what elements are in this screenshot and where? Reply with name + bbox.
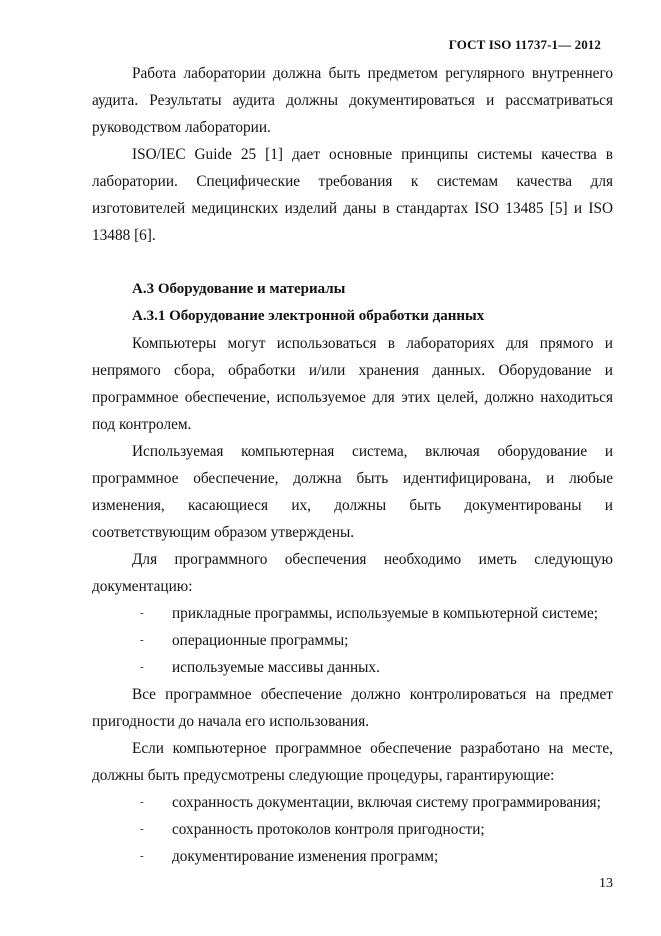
bullet-dash: - <box>140 661 144 673</box>
list-item <box>92 600 613 627</box>
bullet-dash: - <box>140 634 144 646</box>
paragraph-software-control: Все программное обеспечение должно контролироваться на предмет пригодности до начала его использования. <box>92 686 613 730</box>
list-item-text: сохранность протоколов контроля пригодности; <box>172 821 485 838</box>
list-item-text: прикладные программы, используемые в компьютерной системе; <box>172 605 599 622</box>
bullet-dash: - <box>140 823 144 835</box>
list-item-text: сохранность документации, включая систему программирования; <box>172 794 601 811</box>
list-item <box>92 627 613 654</box>
subsection-heading-a31: А.3.1 Оборудование электронной обработки данных <box>132 308 485 324</box>
list-item-text: используемые массивы данных. <box>172 659 380 676</box>
paragraph-iso-guide: ISO/IEC Guide 25 [1] дает основные принципы системы качества в лаборатории. Специфические требования к системам качества для изготовителей медицинских изделий даны в стандартах ISO 13485 [5] и ISO 13488 [6]. <box>92 146 613 244</box>
procedures-list <box>92 789 613 870</box>
software-documentation-list <box>92 600 613 681</box>
paragraph-software-docs: Для программного обеспечения необходимо иметь следующую документацию: <box>92 551 613 595</box>
section-heading-a3: А.3 Оборудование и материалы <box>132 281 346 297</box>
paragraph-internal-audit: Работа лаборатории должна быть предметом регулярного внутреннего аудита. Результаты аудита должны документироваться и рассматриваться руководством лаборатории. <box>92 65 613 136</box>
list-item <box>92 843 613 870</box>
list-item <box>92 789 613 816</box>
list-item <box>92 816 613 843</box>
list-item-text: документирование изменения программ; <box>172 848 439 865</box>
bullet-dash: - <box>140 796 144 808</box>
paragraph-local-software: Если компьютерное программное обеспечение разработано на месте, должны быть предусмотрены следующие процедуры, гарантирующие: <box>92 740 613 784</box>
document-body <box>92 60 613 870</box>
list-item <box>92 654 613 681</box>
bullet-dash: - <box>140 850 144 862</box>
paragraph-computers: Компьютеры могут использоваться в лабораториях для прямого и непрямого сбора, обработки и/или хранения данных. Оборудование и программное обеспечение, используемое для этих целей, должно находиться под контролем. <box>92 335 613 433</box>
document-header: ГОСТ ISO 11737-1— 2012 <box>448 37 601 52</box>
bullet-dash: - <box>140 607 144 619</box>
list-item-text: операционные программы; <box>172 632 349 649</box>
paragraph-computer-system: Используемая компьютерная система, включая оборудование и программное обеспечение, должна быть идентифицирована, и любые изменения, касающиеся их, должны быть документированы и соответствующим образом утверждены. <box>92 443 613 541</box>
page-number: 13 <box>599 876 613 891</box>
spacer <box>92 249 613 276</box>
